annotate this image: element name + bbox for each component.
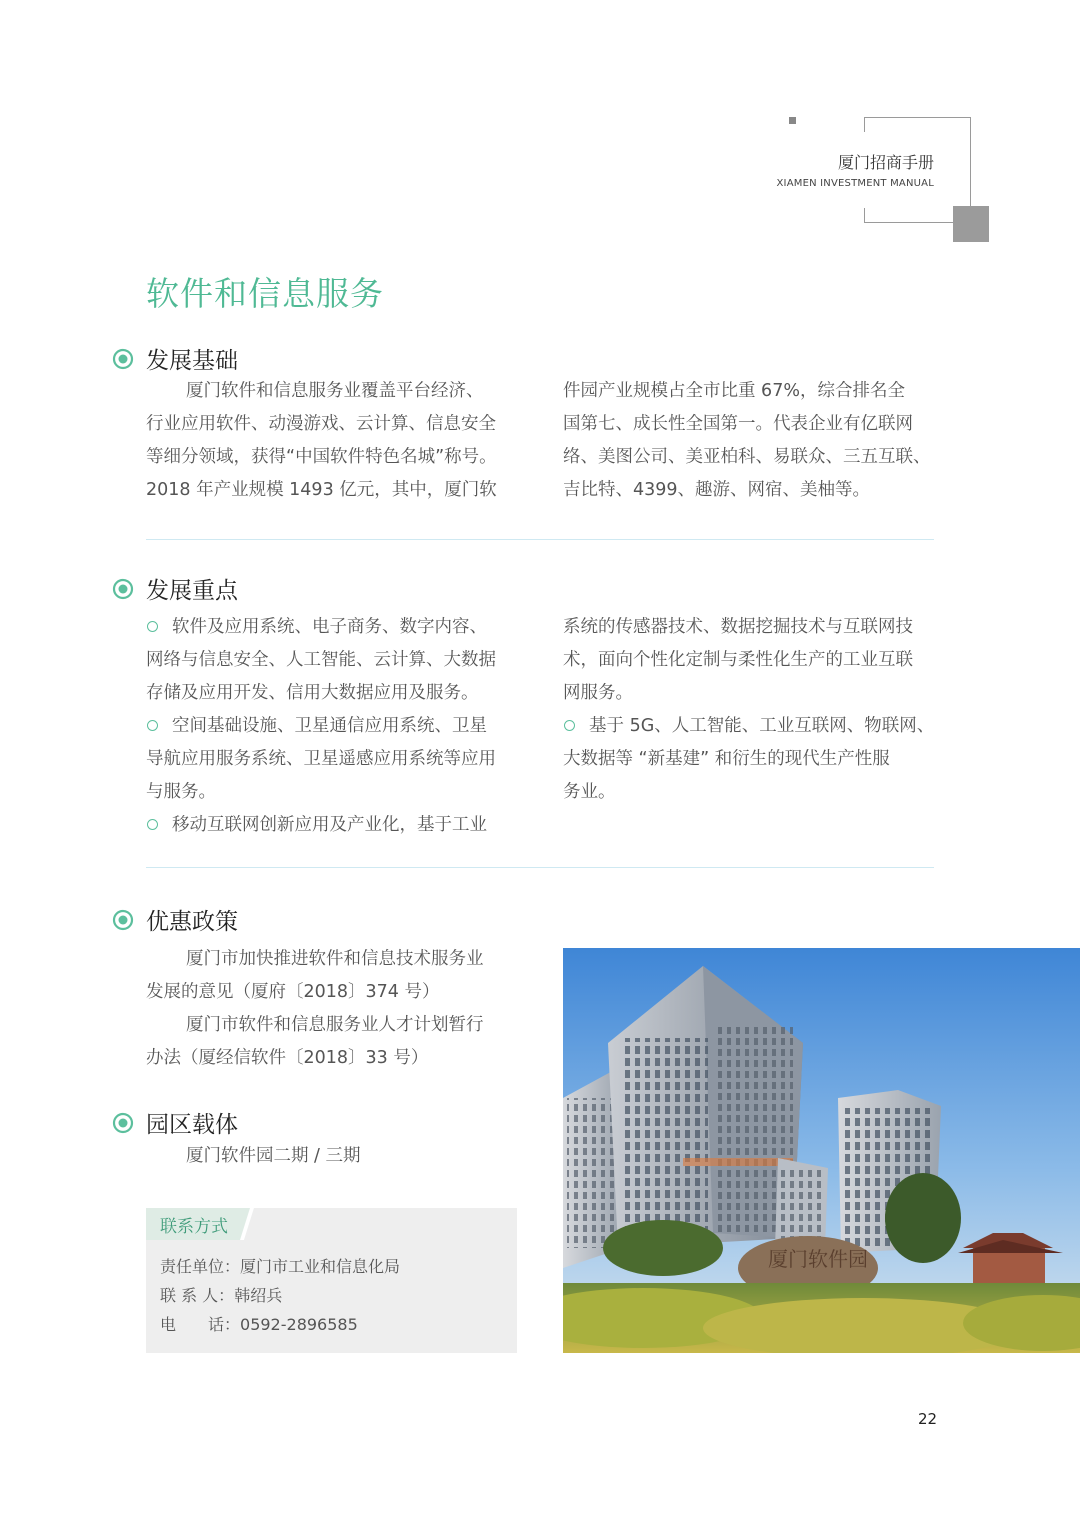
text-line: 发展的意见（厦府〔2018〕374 号） xyxy=(146,982,440,1002)
contact-label: 联系方式 xyxy=(160,1217,228,1237)
list-item xyxy=(146,611,496,644)
text-line: 件园产业规模占全市比重 67%，综合排名全 xyxy=(563,381,905,401)
manual-subtitle: XIAMEN INVESTMENT MANUAL xyxy=(776,178,934,189)
circle-bullet-icon xyxy=(564,720,575,731)
software-park-photo xyxy=(563,948,1080,1353)
section-heading-park xyxy=(112,1106,238,1139)
contact-unit-label: 责任单位： xyxy=(160,1257,241,1276)
section-title: 发展基础 xyxy=(146,348,238,374)
contact-phone: 0592-2896585 xyxy=(240,1315,358,1334)
page-number: 22 xyxy=(918,1410,938,1428)
section-heading-basis xyxy=(112,342,238,375)
text-line: 务业。 xyxy=(563,782,616,802)
focus-list-right xyxy=(563,611,934,809)
contact-unit: 厦门市工业和信息化局 xyxy=(240,1257,401,1276)
circle-bullet-icon xyxy=(147,819,158,830)
target-bullet-icon xyxy=(112,348,134,370)
text-line: 术，面向个性化定制与柔性化生产的工业互联 xyxy=(563,650,913,670)
target-bullet-icon xyxy=(112,1112,134,1134)
text-line: 空间基础设施、卫星通信应用系统、卫星 xyxy=(172,716,487,736)
list-item xyxy=(146,809,496,842)
text-line: 等细分领域，获得“中国软件特色名城”称号。 xyxy=(146,447,497,467)
basis-text-left xyxy=(146,375,497,507)
section-title: 园区载体 xyxy=(146,1112,238,1138)
contact-row-person xyxy=(160,1283,282,1306)
target-bullet-icon xyxy=(112,909,134,931)
text-line: 大数据等 “新基建” 和衍生的现代生产性服 xyxy=(563,749,890,769)
circle-bullet-icon xyxy=(147,720,158,731)
text-line: 行业应用软件、动漫游戏、云计算、信息安全 xyxy=(146,414,496,434)
text-line: 络、美图公司、美亚柏科、易联众、三五互联、 xyxy=(563,447,931,467)
list-item xyxy=(563,710,934,743)
text-line: 网服务。 xyxy=(563,683,633,703)
park-text xyxy=(146,1140,361,1173)
stone-inscription: 厦门软件园 xyxy=(768,1247,868,1271)
manual-title: 厦门招商手册 xyxy=(837,153,934,172)
contact-row-unit xyxy=(160,1254,400,1277)
section-divider xyxy=(146,867,934,868)
text-line: 吉比特、4399、趣游、网宿、美柚等。 xyxy=(563,480,871,500)
text-line: 软件及应用系统、电子商务、数字内容、 xyxy=(172,617,487,637)
section-title: 发展重点 xyxy=(146,578,238,604)
focus-list-left xyxy=(146,611,496,842)
section-title: 优惠政策 xyxy=(146,909,238,935)
list-item xyxy=(146,710,496,743)
policy-text xyxy=(146,943,484,1075)
basis-text-right xyxy=(563,375,931,507)
text-line: 厦门市加快推进软件和信息技术服务业 xyxy=(186,949,484,969)
contact-phone-label: 电 话： xyxy=(160,1315,241,1334)
text-line: 移动互联网创新应用及产业化，基于工业 xyxy=(172,815,487,835)
text-line: 2018 年产业规模 1493 亿元，其中，厦门软 xyxy=(146,480,497,500)
contact-person: 韩绍兵 xyxy=(234,1286,283,1305)
text-line: 厦门市软件和信息服务业人才计划暂行 xyxy=(186,1015,484,1035)
contact-person-label: 联 系 人： xyxy=(160,1286,235,1305)
section-heading-focus xyxy=(112,572,238,605)
contact-row-phone xyxy=(160,1312,358,1335)
text-line: 与服务。 xyxy=(146,782,216,802)
text-line: 存储及应用开发、信用大数据应用及服务。 xyxy=(146,683,479,703)
text-line: 系统的传感器技术、数据挖掘技术与互联网技 xyxy=(563,617,913,637)
section-heading-policy xyxy=(112,903,238,936)
text-line: 厦门软件园二期 / 三期 xyxy=(186,1146,361,1166)
page-title: 软件和信息服务 xyxy=(146,274,384,313)
text-line: 导航应用服务系统、卫星遥感应用系统等应用 xyxy=(146,749,496,769)
text-line: 厦门软件和信息服务业覆盖平台经济、 xyxy=(186,381,484,401)
text-line: 网络与信息安全、人工智能、云计算、大数据 xyxy=(146,650,496,670)
section-divider xyxy=(146,539,934,540)
text-line: 国第七、成长性全国第一。代表企业有亿联网 xyxy=(563,414,913,434)
text-line: 办法（厦经信软件〔2018〕33 号） xyxy=(146,1048,429,1068)
text-line: 基于 5G、人工智能、工业互联网、物联网、 xyxy=(589,716,935,736)
circle-bullet-icon xyxy=(147,621,158,632)
target-bullet-icon xyxy=(112,578,134,600)
header-grey-block xyxy=(953,206,989,242)
header-decor-square xyxy=(789,117,796,124)
